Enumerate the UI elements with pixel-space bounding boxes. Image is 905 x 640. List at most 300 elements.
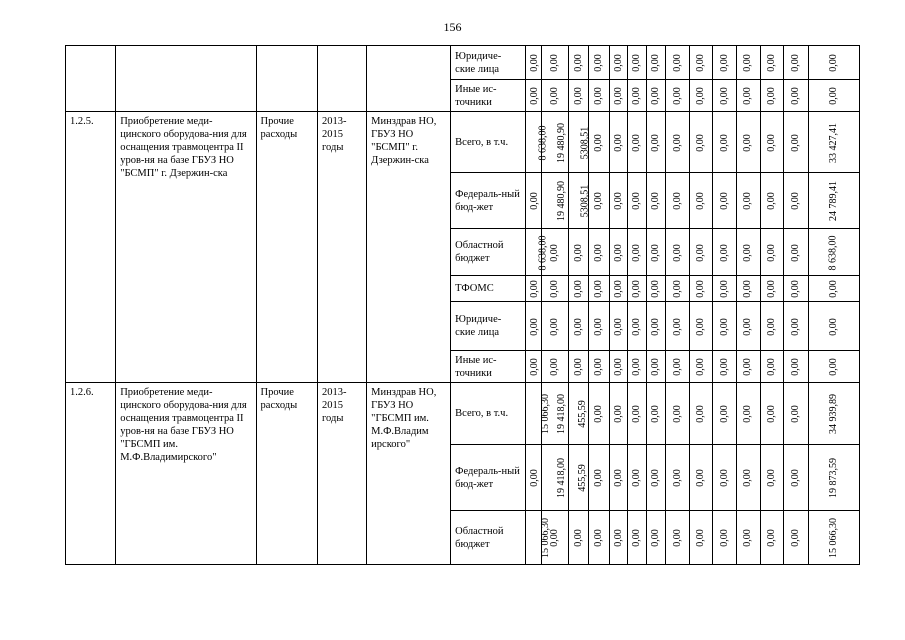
value-text: 0,00	[695, 87, 707, 105]
value-cell	[525, 80, 541, 112]
value-cell	[666, 46, 690, 80]
value-text: 0,00	[528, 358, 540, 376]
value-text: 0,00	[650, 87, 662, 105]
value-cell	[713, 511, 737, 565]
value-cell	[609, 46, 627, 80]
value-text: 0,00	[789, 317, 801, 336]
value-cell	[646, 511, 665, 565]
value-cell	[760, 80, 784, 112]
value-cell	[736, 173, 760, 229]
source-label: Федераль-ный бюд-жет	[451, 445, 526, 511]
value-text: 0,00	[650, 133, 662, 152]
value-cell	[736, 46, 760, 80]
value-text: 0,00	[612, 54, 624, 72]
item-executor: Минздрав НО, ГБУЗ НО "ГБСМП им. М.Ф.Владим ирского"	[367, 383, 451, 565]
value-text: 0,00	[718, 317, 730, 336]
value-text: 19 418,00	[556, 394, 568, 434]
value-cell	[689, 229, 713, 276]
value-cell	[736, 445, 760, 511]
value-text: 0,00	[695, 358, 707, 376]
value-cell	[736, 276, 760, 302]
value-text: 0,00	[572, 54, 584, 72]
value-cell	[628, 276, 646, 302]
value-text: 0,00	[827, 317, 839, 336]
value-cell	[689, 351, 713, 383]
source-label: Иные ис-точники	[451, 80, 526, 112]
item-code: 1.2.6.	[66, 383, 116, 565]
value-cell	[609, 351, 627, 383]
value-cell	[525, 383, 551, 445]
value-text: 0,00	[650, 317, 662, 336]
value-cell	[646, 229, 665, 276]
value-text: 0,00	[631, 529, 643, 547]
item-code: 1.2.5.	[66, 112, 116, 383]
value-cell	[808, 511, 859, 565]
value-text: 19 480,90	[556, 122, 568, 163]
value-cell	[689, 80, 713, 112]
value-text: 0,00	[572, 280, 584, 298]
value-text: 0,00	[549, 529, 561, 547]
value-text: 0,00	[718, 243, 730, 262]
budget-table	[65, 45, 860, 565]
value-text: 0,00	[742, 54, 754, 72]
value-cell	[628, 383, 646, 445]
value-text: 0,00	[789, 243, 801, 262]
table-row	[66, 46, 860, 80]
value-text: 0,00	[742, 280, 754, 298]
value-cell	[609, 276, 627, 302]
value-text: 0,00	[718, 405, 730, 423]
value-cell	[646, 46, 665, 80]
value-text: 0,00	[593, 192, 605, 210]
item-name: Приобретение меди-цинского оборудова-ния для оснащения травмоцентра II уров-ня на базе ГБУЗ НО "ГБСМП им. М.Ф.Владимирского"	[116, 383, 256, 565]
value-cell	[713, 46, 737, 80]
value-cell	[542, 80, 569, 112]
value-text: 0,00	[718, 87, 730, 105]
value-text: 0,00	[572, 87, 584, 105]
value-text: 0,00	[549, 358, 561, 376]
value-text: 0,00	[671, 280, 683, 298]
value-text: 0,00	[631, 469, 643, 487]
source-label: Областной бюджет	[451, 511, 526, 565]
value-text: 33 427,41	[827, 122, 839, 163]
value-cell	[666, 229, 690, 276]
value-text: 455,59	[576, 400, 588, 428]
value-text: 0,00	[718, 192, 730, 210]
value-text: 0,00	[742, 243, 754, 262]
value-cell	[689, 276, 713, 302]
value-text: 0,00	[612, 192, 624, 210]
value-text: 0,00	[650, 405, 662, 423]
value-text: 0,00	[695, 469, 707, 487]
value-cell	[568, 276, 588, 302]
value-text: 0,00	[612, 358, 624, 376]
value-cell	[760, 276, 784, 302]
value-cell	[525, 276, 541, 302]
value-cell	[568, 351, 588, 383]
value-cell	[646, 80, 665, 112]
value-text: 0,00	[827, 87, 839, 105]
value-text: 0,00	[742, 358, 754, 376]
value-text: 0,00	[631, 192, 643, 210]
item-period: 2013-2015 годы	[318, 383, 367, 565]
value-text: 0,00	[612, 529, 624, 547]
value-cell	[808, 229, 859, 276]
value-cell	[666, 511, 690, 565]
value-cell	[589, 276, 609, 302]
value-cell	[568, 46, 588, 80]
value-cell	[760, 351, 784, 383]
page-number: 156	[443, 20, 462, 34]
value-text: 0,00	[528, 87, 540, 105]
source-label: Юридиче-ские лица	[451, 302, 526, 351]
value-cell	[628, 511, 646, 565]
value-text: 0,00	[549, 280, 561, 298]
value-text: 19 480,90	[556, 181, 568, 221]
item-name: Приобретение меди-цинского оборудова-ния для оснащения травмоцентра II уров-ня на базе ГБУЗ НО "БСМП" г. Дзержин-ска	[116, 112, 256, 383]
value-cell	[689, 46, 713, 80]
name-cell	[116, 46, 256, 112]
value-text: 0,00	[671, 87, 683, 105]
value-text: 0,00	[631, 243, 643, 262]
value-cell	[525, 173, 541, 229]
value-text: 0,00	[631, 358, 643, 376]
value-cell	[609, 112, 627, 173]
value-text: 0,00	[528, 192, 540, 210]
value-cell	[646, 383, 665, 445]
value-cell	[589, 112, 609, 173]
value-cell	[589, 445, 609, 511]
value-text: 0,00	[671, 358, 683, 376]
value-cell	[808, 302, 859, 351]
value-text: 0,00	[612, 243, 624, 262]
value-text: 0,00	[742, 317, 754, 336]
value-text: 0,00	[631, 280, 643, 298]
value-cell	[646, 112, 665, 173]
value-text: 0,00	[718, 280, 730, 298]
value-cell	[525, 229, 549, 276]
source-label: Всего, в т.ч.	[451, 383, 526, 445]
value-cell	[628, 351, 646, 383]
value-text: 0,00	[827, 54, 839, 72]
value-text: 0,00	[650, 358, 662, 376]
value-text: 0,00	[650, 54, 662, 72]
value-text: 0,00	[549, 243, 561, 262]
value-cell	[713, 302, 737, 351]
code-cell	[66, 46, 116, 112]
value-cell	[628, 173, 646, 229]
value-cell	[568, 229, 588, 276]
value-cell	[713, 276, 737, 302]
value-cell	[609, 302, 627, 351]
value-cell	[760, 46, 784, 80]
source-label: Иные ис-точники	[451, 351, 526, 383]
value-text: 0,00	[650, 529, 662, 547]
value-cell	[736, 229, 760, 276]
value-cell	[525, 445, 541, 511]
value-text: 0,00	[695, 529, 707, 547]
value-text: 0,00	[572, 529, 584, 547]
value-cell	[542, 46, 569, 80]
value-cell	[689, 383, 713, 445]
value-cell	[589, 173, 609, 229]
value-text: 0,00	[742, 529, 754, 547]
value-cell	[609, 80, 627, 112]
value-text: 0,00	[742, 87, 754, 105]
value-cell	[609, 511, 627, 565]
value-cell	[784, 511, 809, 565]
value-text: 0,00	[612, 133, 624, 152]
value-cell	[760, 511, 784, 565]
value-cell	[713, 112, 737, 173]
value-text: 0,00	[528, 54, 540, 72]
value-cell	[736, 511, 760, 565]
item-expense-type: Прочие расходы	[256, 112, 317, 383]
value-cell	[589, 302, 609, 351]
value-text: 0,00	[827, 280, 839, 298]
value-cell	[666, 302, 690, 351]
value-cell	[736, 302, 760, 351]
value-cell	[568, 511, 588, 565]
value-text: 0,00	[718, 469, 730, 487]
value-cell	[808, 445, 859, 511]
value-text: 0,00	[765, 280, 777, 298]
value-cell	[589, 383, 609, 445]
value-cell	[666, 445, 690, 511]
value-text: 0,00	[765, 317, 777, 336]
value-text: 0,00	[789, 358, 801, 376]
value-cell	[609, 173, 627, 229]
value-text: 0,00	[631, 133, 643, 152]
value-cell	[713, 173, 737, 229]
value-text: 0,00	[742, 192, 754, 210]
value-text: 0,00	[612, 87, 624, 105]
value-text: 0,00	[528, 317, 540, 336]
value-text: 0,00	[671, 529, 683, 547]
value-text: 0,00	[671, 133, 683, 152]
value-cell	[568, 112, 591, 173]
value-text: 0,00	[827, 358, 839, 376]
value-text: 0,00	[718, 133, 730, 152]
value-text: 0,00	[671, 317, 683, 336]
value-cell	[760, 229, 784, 276]
value-text: 0,00	[593, 243, 605, 262]
value-cell	[646, 302, 665, 351]
value-text: 0,00	[695, 243, 707, 262]
value-cell	[525, 351, 541, 383]
value-text: 19 873,59	[827, 458, 839, 498]
value-text: 0,00	[695, 405, 707, 423]
value-cell	[713, 445, 737, 511]
value-text: 0,00	[671, 243, 683, 262]
value-cell	[646, 445, 665, 511]
value-cell	[736, 112, 760, 173]
value-cell	[525, 112, 549, 173]
value-cell	[666, 112, 690, 173]
value-text: 0,00	[528, 469, 540, 487]
value-cell	[713, 80, 737, 112]
value-cell	[760, 302, 784, 351]
value-text: 0,00	[593, 405, 605, 423]
value-text: 15 066,30	[539, 394, 551, 434]
expense-cell	[256, 46, 317, 112]
value-text: 0,00	[765, 54, 777, 72]
value-text: 0,00	[742, 405, 754, 423]
value-text: 0,00	[572, 243, 584, 262]
value-cell	[760, 383, 784, 445]
value-text: 0,00	[593, 529, 605, 547]
value-cell	[784, 80, 809, 112]
value-cell	[760, 112, 784, 173]
value-text: 0,00	[671, 469, 683, 487]
value-cell	[609, 383, 627, 445]
value-cell	[760, 445, 784, 511]
value-text: 0,00	[549, 317, 561, 336]
value-text: 5308,51	[579, 126, 591, 159]
value-text: 15 066,30	[539, 518, 551, 558]
value-text: 0,00	[593, 133, 605, 152]
value-text: 0,00	[695, 317, 707, 336]
value-text: 0,00	[612, 317, 624, 336]
value-cell	[784, 46, 809, 80]
value-cell	[542, 351, 569, 383]
value-cell	[609, 445, 627, 511]
value-cell	[713, 383, 737, 445]
value-text: 0,00	[593, 358, 605, 376]
value-cell	[784, 351, 809, 383]
value-text: 0,00	[593, 54, 605, 72]
value-text: 15 066,30	[827, 518, 839, 558]
value-text: 8 638,00	[827, 235, 839, 270]
value-text: 0,00	[695, 192, 707, 210]
value-text: 0,00	[671, 192, 683, 210]
value-text: 0,00	[765, 358, 777, 376]
executor-cell	[367, 46, 451, 112]
value-text: 0,00	[631, 317, 643, 336]
value-text: 0,00	[789, 529, 801, 547]
value-cell	[525, 46, 541, 80]
table-row	[66, 112, 860, 173]
source-label: Юридиче-ские лица	[451, 46, 526, 80]
value-cell	[589, 46, 609, 80]
value-text: 0,00	[631, 87, 643, 105]
period-cell	[318, 46, 367, 112]
table-row	[66, 383, 860, 445]
value-text: 0,00	[789, 405, 801, 423]
value-text: 0,00	[593, 317, 605, 336]
value-text: 0,00	[765, 243, 777, 262]
value-text: 0,00	[765, 529, 777, 547]
value-text: 0,00	[593, 469, 605, 487]
item-executor: Минздрав НО, ГБУЗ НО "БСМП" г. Дзержин-ска	[367, 112, 451, 383]
value-text: 0,00	[572, 358, 584, 376]
value-text: 5308,51	[579, 184, 591, 218]
value-text: 0,00	[789, 280, 801, 298]
value-cell	[808, 276, 859, 302]
value-cell	[525, 302, 541, 351]
value-text: 0,00	[765, 192, 777, 210]
value-cell	[628, 46, 646, 80]
value-text: 0,00	[718, 54, 730, 72]
value-text: 0,00	[742, 133, 754, 152]
value-cell	[784, 112, 809, 173]
value-text: 0,00	[612, 280, 624, 298]
value-cell	[568, 302, 588, 351]
value-text: 0,00	[593, 87, 605, 105]
value-text: 0,00	[650, 243, 662, 262]
value-cell	[542, 173, 569, 229]
value-cell	[689, 445, 713, 511]
value-text: 0,00	[765, 469, 777, 487]
value-cell	[808, 80, 859, 112]
value-cell	[808, 173, 859, 229]
source-label: Областной бюджет	[451, 229, 526, 276]
value-text: 0,00	[765, 133, 777, 152]
value-text: 0,00	[631, 405, 643, 423]
value-text: 0,00	[742, 469, 754, 487]
value-text: 24 789,41	[827, 181, 839, 221]
value-cell	[784, 445, 809, 511]
value-cell	[808, 112, 859, 173]
value-cell	[689, 511, 713, 565]
value-cell	[568, 383, 588, 445]
value-text: 0,00	[593, 280, 605, 298]
value-text: 0,00	[789, 133, 801, 152]
value-cell	[760, 173, 784, 229]
value-cell	[784, 383, 809, 445]
value-text: 0,00	[572, 317, 584, 336]
value-cell	[713, 229, 737, 276]
value-text: 0,00	[671, 54, 683, 72]
value-cell	[589, 351, 609, 383]
value-cell	[808, 46, 859, 80]
value-cell	[646, 276, 665, 302]
value-cell	[666, 80, 690, 112]
value-text: 0,00	[765, 87, 777, 105]
value-cell	[736, 383, 760, 445]
value-text: 0,00	[695, 280, 707, 298]
value-cell	[628, 112, 646, 173]
value-cell	[628, 80, 646, 112]
value-cell	[784, 302, 809, 351]
value-text: 0,00	[765, 405, 777, 423]
value-text: 0,00	[612, 469, 624, 487]
value-text: 0,00	[631, 54, 643, 72]
value-cell	[568, 80, 588, 112]
value-cell	[784, 276, 809, 302]
value-cell	[736, 351, 760, 383]
value-cell	[628, 445, 646, 511]
value-cell	[736, 80, 760, 112]
value-text: 0,00	[650, 280, 662, 298]
value-text: 0,00	[718, 358, 730, 376]
value-cell	[542, 302, 569, 351]
value-text: 0,00	[789, 192, 801, 210]
value-text: 0,00	[789, 54, 801, 72]
value-text: 8 638,00	[537, 235, 549, 270]
value-cell	[589, 229, 609, 276]
value-text: 0,00	[650, 192, 662, 210]
value-cell	[689, 173, 713, 229]
value-text: 0,00	[695, 133, 707, 152]
value-cell	[808, 351, 859, 383]
value-cell	[525, 511, 551, 565]
value-text: 34 939,89	[827, 394, 839, 434]
value-cell	[689, 112, 713, 173]
value-cell	[628, 229, 646, 276]
value-cell	[646, 351, 665, 383]
value-cell	[646, 173, 665, 229]
